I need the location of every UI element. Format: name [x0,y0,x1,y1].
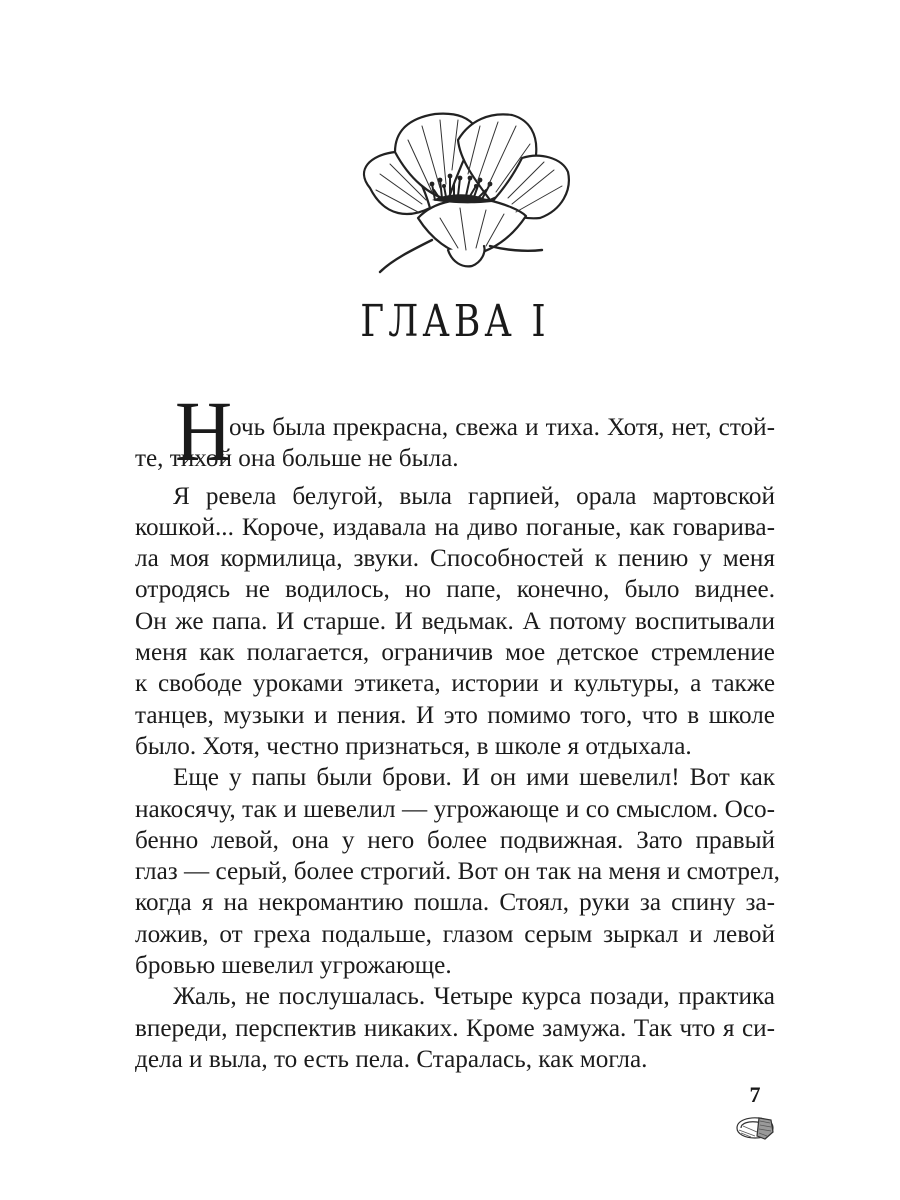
text-line: ложив, от греха подальше, глазом серым зыркал и левой [135,920,775,948]
ring-illustration-icon [733,1112,777,1142]
text-line: бенно левой, она у него более подвижная. Зато правый [135,826,775,854]
text-line: Жаль, не послушалась. Четыре курса позади, практика [173,983,775,1011]
paragraph-3 [135,762,780,981]
text-line: накосячу, так и шевелил — угрожающе и со смыслом. Осо- [135,795,775,823]
text-line: впереди, перспектив никаких. Кроме замужа. Так что я си- [135,1014,775,1042]
text-line: те, тихой она больше не была. [135,445,459,473]
paragraph-2 [135,481,775,763]
text-line: бровью шевелил угрожающе. [135,952,452,980]
text-line: очь была прекрасна, свежа и тиха. Хотя, нет, стой- [229,414,775,441]
text-line: кошкой... Короче, издавала на диво поганые, как говарива- [135,513,775,541]
text-line: дела и выла, то есть пела. Старалась, как могла. [135,1045,648,1073]
drop-cap: Н [175,383,233,479]
text-line: к свободе уроками этикета, истории и культуры, а также [135,670,775,698]
text-line: ла моя кормилица, звуки. Способностей к пению у меня [135,545,775,573]
text-line: Он же папа. И старше. И ведьмак. А потому воспитывали [135,607,775,635]
chapter-title: ГЛАВА I [360,296,550,347]
paragraph-1 [135,383,775,479]
text-line: Я ревела белугой, выла гарпией, орала мартовской [173,482,775,510]
text-line: Еще у папы были брови. И он ими шевелил! Вот как [173,764,775,792]
flower-illustration-icon [340,100,580,275]
page-number: 7 [749,1082,761,1107]
text-line: танцев, музыки и пения. И это помимо того, что в школе [135,701,775,729]
text-line: отродясь не водилось, но папе, конечно, было виднее. [135,576,775,604]
text-line: когда я на некромантию пошла. Стоял, руки за спину за- [135,889,775,917]
text-line: было. Хотя, честно признаться, в школе я отдыхала. [135,732,692,760]
text-line: меня как полагается, ограничив мое детское стремление [135,639,775,667]
text-line: глаз — серый, более строгий. Вот он так на меня и смотрел, [135,858,780,886]
paragraph-4 [135,981,775,1075]
chapter-body [135,383,780,1075]
